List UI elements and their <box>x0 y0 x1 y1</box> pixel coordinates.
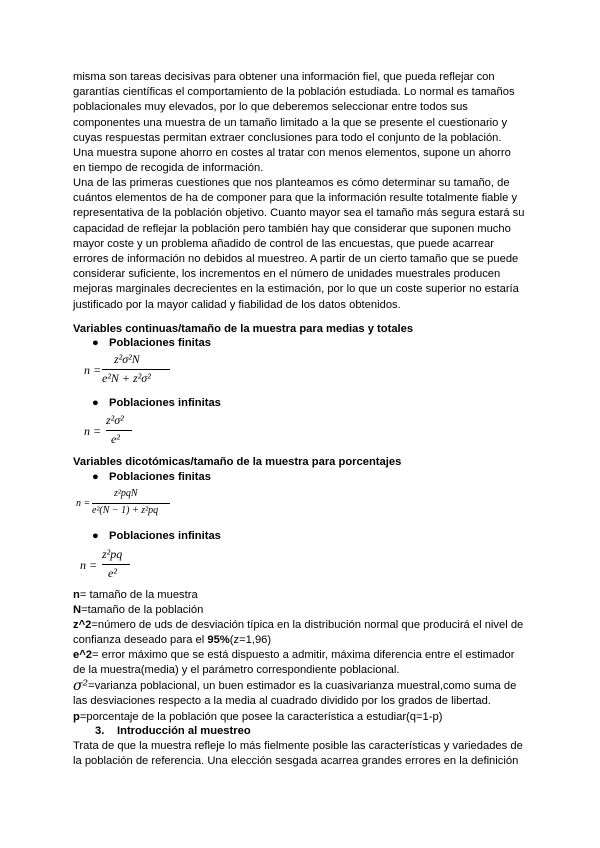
formula-lhs: n = <box>84 363 102 377</box>
fraction-bar <box>102 564 130 565</box>
paragraph-sample-importance: misma son tareas decisivas para obtener una información fiel, que pueda reflejar con garantías científicas el comportamiento de la población estudiada. Lo normal es tamaños poblacionales muy elevados, por lo que deberemos seleccionar entre todos sus componentes una muestra de un tamaño limitado a la que se presente el cuestionario y cuyas respuestas permitan extraer conclusiones para todo el conjunto de la población. Una muestra supone ahorro en costes al tratar con menos elementos, supone un ahorro en tiempo de recogida de información. <box>73 71 515 175</box>
section-title: Introducción al muestreo <box>117 725 251 737</box>
bullet-infinite-dichotomous <box>92 529 221 544</box>
definition-bold: 95% <box>207 634 230 647</box>
paragraph-sample-size: Una de las primeras cuestiones que nos planteamos es cómo determinar su tamaño, de cuántos elementos de ha de componer para que la información resulte totalmente fiable y representativa de la población objetivo. Cuanto mayor sea el tamaño más segura estará su capacidad de reflejar la población pero también hay que considerar que suponen mucho mayor coste y un problema añadido de control de las encuestas, que puede acarrear errores de información no debidos al muestreo. A partir de un cierto tamaño que se puede considerar suficiente, los incrementos en el número de unidades muestrales producen mejoras marginales decrecientes en la estimación, por lo que un coste superior no estaría justificado por la mayor calidad y fiabilidad de los datos obtenidos. <box>73 177 525 311</box>
formula-continuous-finite <box>84 352 174 388</box>
definition-text: =número de uds de desviación típica en la distribución normal que producirá el nivel de confianza deseado para el <box>73 619 524 647</box>
definition-term: z^2 <box>73 619 92 631</box>
definition-e <box>73 648 525 678</box>
heading-dichotomous-variables: Variables dicotómicas/tamaño de la muestra para porcentajes <box>73 456 402 468</box>
formula-numerator: z²pq <box>102 547 123 561</box>
formula-denominator: e² <box>111 432 120 446</box>
formula-lhs: n = <box>76 498 91 509</box>
definition-text: =varianza poblacional, un buen estimador es la cuasivarianza muestral,como suma de las desviaciones respecto a la media al cuadrado dividido por los grados de libertad. <box>73 680 517 708</box>
definition-term: p <box>73 711 80 723</box>
definition-term: e^2 <box>73 649 92 661</box>
definition-text: = tamaño de la muestra <box>79 589 198 601</box>
bullet-dot-icon: ● <box>92 530 99 542</box>
formula-numerator: z²σ² <box>106 413 124 427</box>
sigma-squared-symbol: σ² <box>73 678 89 694</box>
definition-tail: (z=1,96) <box>229 634 272 647</box>
bullet-finite-continuous <box>92 336 211 351</box>
formula-denominator: e² <box>108 566 117 580</box>
definition-term: N <box>73 604 82 616</box>
formula-lhs: n = <box>80 558 98 572</box>
definition-N <box>73 603 525 618</box>
bullet-infinite-continuous <box>92 396 221 411</box>
definition-p <box>73 710 525 725</box>
formula-numerator: z²σ²N <box>114 352 140 366</box>
definition-sigma <box>73 679 525 709</box>
paragraph-sampling-intro: Trata de que la muestra refleje lo más fielmente posible las características y variedades de la población de referencia. Una elección sesgada acarrea grandes errores en la definición <box>73 740 523 768</box>
definition-term: n <box>73 589 80 601</box>
definition-text: =porcentaje de la población que posee la característica a estudiar(q=1-p) <box>79 711 443 723</box>
bullet-label: Poblaciones finitas <box>109 337 211 349</box>
bullet-label: Poblaciones infinitas <box>109 397 221 409</box>
heading-section-3 <box>95 724 251 739</box>
bullet-finite-dichotomous <box>92 470 211 485</box>
bullet-dot-icon: ● <box>92 337 99 349</box>
bullet-label: Poblaciones infinitas <box>109 530 221 542</box>
formula-numerator: z²pqN <box>114 488 138 499</box>
heading-continuous-variables: Variables continuas/tamaño de la muestra para medias y totales <box>73 323 414 335</box>
definition-text: = error máximo que se está dispuesto a admitir, máxima diferencia entre el estimador de la muestra(media) y el parámetro correspondiente poblacional. <box>73 649 515 677</box>
section-number: 3. <box>95 725 105 737</box>
definition-n <box>73 588 525 603</box>
fraction-bar <box>92 503 170 504</box>
formula-lhs: n = <box>84 424 102 438</box>
fraction-bar <box>102 369 170 370</box>
formula-denominator: e²N + z²σ² <box>102 371 151 385</box>
fraction-bar <box>106 430 132 431</box>
definition-z <box>73 618 525 648</box>
formula-dichotomous-finite <box>76 488 176 522</box>
bullet-dot-icon: ● <box>92 471 99 483</box>
formula-continuous-infinite <box>84 413 144 447</box>
formula-denominator: e²(N − 1) + z²pq <box>92 505 159 516</box>
bullet-label: Poblaciones finitas <box>109 471 211 483</box>
definition-text: =tamaño de la población <box>81 604 204 616</box>
bullet-dot-icon: ● <box>92 397 99 409</box>
formula-dichotomous-infinite <box>80 547 140 581</box>
